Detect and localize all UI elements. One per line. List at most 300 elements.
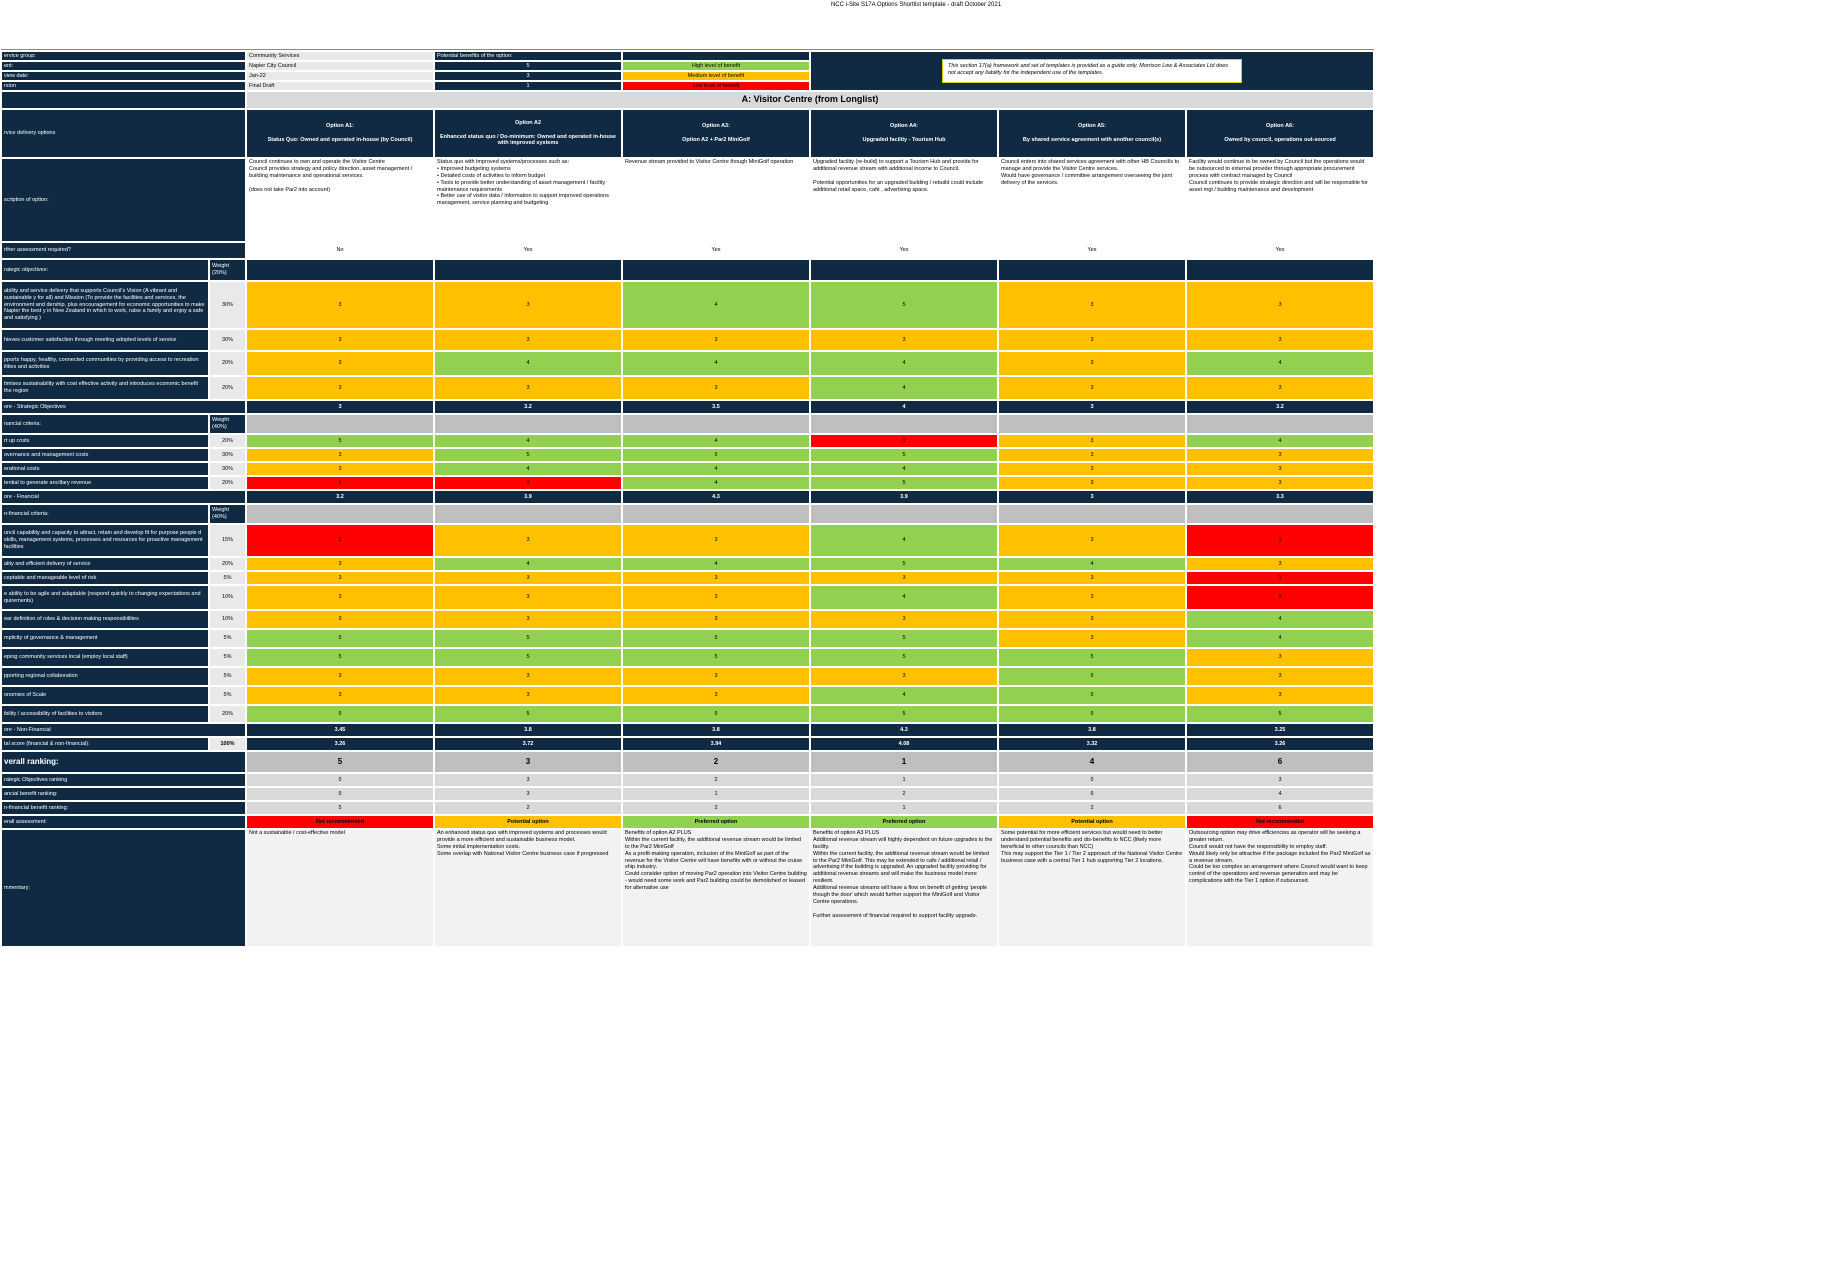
score-cell[interactable]: 3 [622,610,810,629]
score-cell[interactable]: 3 [622,376,810,400]
score-cell[interactable]: 5 [246,629,434,648]
criteria-label: ibility / accessibility of facilities to visitors [1,705,209,723]
score-cell[interactable]: 3 [810,329,998,351]
section-title-blank [1,91,246,109]
heading-blank [622,414,810,434]
score-cell[interactable]: 3 [246,686,434,705]
criteria-weight[interactable]: 5% [209,571,246,585]
score-cell[interactable]: 3 [810,667,998,686]
score-cell[interactable]: 3 [246,667,434,686]
score-cell[interactable]: 3 [246,281,434,329]
score-cell[interactable]: 5 [810,476,998,490]
version-label: rsion [1,81,246,91]
score-cell[interactable]: 3 [998,629,1186,648]
assessment-badge[interactable]: Not recommended [1186,815,1374,829]
score-cell[interactable]: 3 [998,376,1186,400]
nonfinancial-heading: n-financial criteria: [1,504,209,524]
financial-rank-value: 4 [1186,787,1374,801]
description-row [1,158,1374,242]
total-score-value: 3.94 [622,737,810,751]
criteria-label: ear definition of roles & decision making responsibilities [1,610,209,629]
disclaimer-cell [810,51,1374,91]
score-cell[interactable]: 5 [246,705,434,723]
criteria-weight[interactable]: 30% [209,281,246,329]
heading-blank [810,414,998,434]
score-cell[interactable]: 3 [1186,476,1374,490]
strategic-total-value: 3.5 [622,400,810,414]
score-cell[interactable]: 4 [434,351,622,376]
score-cell[interactable]: 3 [434,667,622,686]
financial-rank-value: 3 [434,787,622,801]
score-cell[interactable]: 3 [434,376,622,400]
score-cell[interactable]: 3 [434,571,622,585]
criteria-weight[interactable]: 10% [209,610,246,629]
score-cell[interactable]: 4 [810,524,998,557]
total-score-value: 3.26 [246,737,434,751]
score-cell[interactable]: 4 [622,281,810,329]
score-cell[interactable]: 4 [810,585,998,610]
legend-swatch: Medium level of benefit [622,71,810,81]
criteria-weight[interactable]: 30% [209,329,246,351]
further-assessment-value[interactable]: No [246,242,434,259]
strategic-total-value: 3.2 [434,400,622,414]
version-value[interactable]: Final Draft [246,81,434,91]
criteria-label: hieves customer satisfaction through meeting adopted levels of service [1,329,209,351]
criteria-label: ceptable and manageable level of risk [1,571,209,585]
criteria-row [1,686,1374,705]
total-weight: 100% [209,737,246,751]
legend-swatch: High level of benefit [622,61,810,71]
financial-rank-value: 5 [246,787,434,801]
score-cell[interactable]: 4 [810,376,998,400]
weight-heading: Weight (40%) [209,414,246,434]
financial-total-value: 3.3 [1186,490,1374,504]
criteria-row [1,376,1374,400]
strategic-heading: rategic objectives: [1,259,209,281]
score-cell[interactable]: 5 [998,705,1186,723]
score-cell[interactable]: 3 [810,571,998,585]
overall-assessment-label: erall assessment: [1,815,246,829]
criteria-weight[interactable]: 5% [209,667,246,686]
option-description[interactable]: Upgraded facility (re-build) to support a Tourism Hub and provide for additional revenue stream with additional income to Council. Potential opportunities for an upgraded building / rebuild could include additional retail space, café , advertising space. [810,158,998,242]
option-description[interactable]: Facility would continue to be owned by Council but the operations would be outsourced to external provider through appropriate procurement process with contract managed by Council Council continues to provide strategic direction and will be responsible for asset mgt / building maintenance and development [1186,158,1374,242]
section-title-row [1,91,1374,109]
options-shortlist-sheet [0,49,1375,948]
score-cell[interactable]: 5 [622,705,810,723]
criteria-weight[interactable]: 10% [209,585,246,610]
nonfinancial-total [1,723,1374,737]
score-cell[interactable]: 3 [622,667,810,686]
score-cell[interactable]: 5 [810,281,998,329]
option-description[interactable]: Council enters into shared services agreement with other HB Council/s to manage and provide the Visitor Centre services. Would have governance / committee arrangement overseeing the joint delivery of the services. [998,158,1186,242]
score-cell[interactable]: 5 [622,629,810,648]
section-title: A: Visitor Centre (from Longlist) [246,91,1374,109]
criteria-row [1,648,1374,667]
nonfinancial-total-value: 4.3 [810,723,998,737]
criteria-row [1,476,1374,490]
service-group-label: ervice group: [1,51,246,61]
score-cell[interactable]: 3 [246,462,434,476]
criteria-row [1,610,1374,629]
strategic-total-value: 3 [998,400,1186,414]
score-cell[interactable]: 1 [1186,585,1374,610]
strategic-total-value: 3.2 [1186,400,1374,414]
strategic-total-label: ore - Strategic Objectives [1,400,246,414]
score-cell[interactable]: 3 [1186,667,1374,686]
assessment-badge[interactable]: Not recommended [246,815,434,829]
assessment-badge[interactable]: Potential option [998,815,1186,829]
total-score-row [1,737,1374,751]
criteria-row [1,667,1374,686]
further-assessment-value[interactable]: Yes [622,242,810,259]
strategic-rank-value: 2 [622,773,810,787]
strategic-total [1,400,1374,414]
strategic-rank-label: rategic Objectives ranking [1,773,246,787]
score-cell[interactable]: 4 [810,351,998,376]
criteria-label: timises sustainability with cost effective activity and introduces economic benefit the region [1,376,209,400]
score-cell[interactable]: 5 [810,705,998,723]
score-cell[interactable]: 5 [998,648,1186,667]
option-header: Option A6: Owned by council, operations out-sourced [1186,109,1374,158]
criteria-label: pporting regional collaboration [1,667,209,686]
criteria-weight[interactable]: 30% [209,462,246,476]
score-cell[interactable]: 4 [622,434,810,448]
option-commentary[interactable]: Benefits of option A2 PLUS Within the current facility, the additional revenue stream would be limited to the Par2 MiniGolf As a profit-making operation, inclusion of the MiniGolf as part of the revenue for the Visitor Centre will have benefits with or without the cruise ship industry. Could consider option of moving Par2 operation into Visitor Centre building - would need some work and Par2 building could be demolished or leased for alternative use [622,829,810,947]
weight-heading: Weight (40%) [209,504,246,524]
score-cell[interactable]: 3 [246,585,434,610]
score-cell[interactable]: 3 [622,524,810,557]
criteria-weight[interactable]: 15% [209,524,246,557]
criteria-row [1,557,1374,571]
criteria-label: uncil capability and capacity to attract, retain and develop fit for purpose people d skills, management systems, processes and resources for proactive management facilities [1,524,209,557]
benefits-label: Potential benefits of the option: [434,51,622,61]
criteria-label: rt up costs [1,434,209,448]
score-cell[interactable]: 5 [246,648,434,667]
further-assessment-value[interactable]: Yes [998,242,1186,259]
score-cell[interactable]: 3 [622,686,810,705]
score-cell[interactable]: 5 [810,629,998,648]
option-commentary[interactable]: An enhanced status quo with improved systems and processes would provide a more efficient and sustainable business model. Some initial implementation costs. Some overlap with National Visitor Centre business case if progressed [434,829,622,947]
score-cell[interactable]: 3 [246,329,434,351]
score-cell[interactable]: 4 [1186,434,1374,448]
overall-rank-value: 6 [1186,751,1374,773]
score-cell[interactable]: 3 [1186,648,1374,667]
score-cell[interactable]: 3 [246,351,434,376]
assessment-badge[interactable]: Potential option [434,815,622,829]
option-commentary[interactable]: Not a sustainable / cost-effective model [246,829,434,947]
score-cell[interactable]: 3 [434,524,622,557]
criteria-weight[interactable]: 20% [209,557,246,571]
option-commentary[interactable]: Some potential for more efficient services but would need to better understand potential benefits and dis-benefits to NCC (likely more beneficial to other councils than NCC) This may support the Tier 1 / Tier 2 approach of the National Visitor Centre business case with a central Tier 1 hub supporting Tier 2 locations. [998,829,1186,947]
legend-blank [622,51,810,61]
score-cell[interactable]: 5 [246,434,434,448]
score-cell[interactable]: 4 [1186,629,1374,648]
assessment-badge[interactable]: Preferred option [622,815,810,829]
score-cell[interactable]: 3 [998,585,1186,610]
strategic-weight-heading: Weight (20%) [209,259,246,281]
score-cell[interactable]: 4 [1186,610,1374,629]
score-cell[interactable]: 1 [246,476,434,490]
client-label: ent: [1,61,246,71]
heading-blank [810,504,998,524]
financial-total-value: 3.2 [246,490,434,504]
further-assessment-value[interactable]: Yes [1186,242,1374,259]
criteria-row [1,585,1374,610]
score-cell[interactable]: 4 [998,557,1186,571]
score-cell[interactable]: 3 [434,585,622,610]
score-cell[interactable]: 3 [434,329,622,351]
score-cell[interactable]: 3 [622,329,810,351]
strategic-total-value: 3 [246,400,434,414]
nonfinancial-heading [1,504,1374,524]
score-cell[interactable]: 3 [1186,462,1374,476]
further-assessment-value[interactable]: Yes [434,242,622,259]
assessment-badge[interactable]: Preferred option [810,815,998,829]
score-cell[interactable]: 4 [622,351,810,376]
financial-total [1,490,1374,504]
score-cell[interactable]: 4 [622,557,810,571]
criteria-label: ability and service delivery that supports Council's Vision (A vibrant and sustainable y for all) and Mission (To provide the facilities and services, the environment and dership, plus encouragement for economic opportunities to make Napier the best y in New Zealand in which to work, raise a family and enjoy a safe and satisfying ) [1,281,209,329]
option-commentary[interactable]: Benefits of option A3 PLUS Additional revenue stream will highly dependent on future upgrades to the facility. Within the current facility, the additional revenue stream would be limited to the Par2 MiniGolf. This may be extended to cafe / additional retail / advertising if the building is upgraded. An upgraded facility providing for additional revenue streams and will make the business model more resilient. Additional revenue streams will have a flow on benefit of getting 'people though the door' which would further support the MiniGolf and Visitor Centre operations. Further assessment of financial required to support facility upgrade. [810,829,998,947]
score-cell[interactable]: 1 [434,476,622,490]
description-label: scription of option: [1,158,246,242]
overall-ranking-row [1,751,1374,773]
review-date-value[interactable]: Jan-22 [246,71,434,81]
score-cell[interactable]: 3 [1186,281,1374,329]
criteria-label: pports happy, healthy, connected communities by providing access to recreation ilities and activities [1,351,209,376]
options-header-row [1,109,1374,158]
score-cell[interactable]: 3 [434,686,622,705]
score-cell[interactable]: 3 [622,585,810,610]
heading-blank [246,414,434,434]
heading-blank [434,504,622,524]
score-cell[interactable]: 3 [998,610,1186,629]
financial-rank-label: ancial benefit ranking: [1,787,246,801]
strategic-rank-value: 1 [810,773,998,787]
score-cell[interactable]: 1 [1186,524,1374,557]
nonfinancial-rank-value: 2 [434,801,622,815]
criteria-weight[interactable]: 5% [209,629,246,648]
option-header: Option A5: By shared service agreement with another council(s) [998,109,1186,158]
nonfinancial-total-value: 3.25 [1186,723,1374,737]
criteria-label: overnance and management costs [1,448,209,462]
nonfinancial-total-label: ore - Non-Financial [1,723,246,737]
option-commentary[interactable]: Outsourcing option may drive efficiencies as operator will be seeking a greater return. Council would not have the responsibility to employ staff. Would likely only be attractive if the package included the Par2 MiniGolf as a revenue stream. Could be too complex an arrangement where Council would want to keep control of the operations and revenue generation and may be complications with the Tier 1 option if outsourced. [1186,829,1374,947]
criteria-weight[interactable]: 5% [209,686,246,705]
criteria-weight[interactable]: 20% [209,351,246,376]
nonfinancial-rank-value: 2 [622,801,810,815]
criteria-weight[interactable]: 20% [209,476,246,490]
score-cell[interactable]: 5 [810,557,998,571]
criteria-label: onomies of Scale [1,686,209,705]
nonfinancial-total-value: 3.45 [246,723,434,737]
financial-total-value: 4.3 [622,490,810,504]
client-value[interactable]: Napier City Council [246,61,434,71]
score-cell[interactable]: 3 [998,524,1186,557]
score-cell[interactable]: 5 [1186,705,1374,723]
criteria-row [1,281,1374,329]
strategic-rank-value: 5 [998,773,1186,787]
criteria-row [1,571,1374,585]
strategic-rank-value: 3 [1186,773,1374,787]
score-cell[interactable]: 4 [434,557,622,571]
option-header: Option A4: Upgraded facility - Tourism Hub [810,109,998,158]
score-cell[interactable]: 3 [434,281,622,329]
document-title: NCC i-Site S17A Options Shortlist template - draft October 2021 [830,2,1002,8]
nonfinancial-rank-row [1,801,1374,815]
score-cell[interactable]: 4 [1186,351,1374,376]
total-score-label: tal score (financial & non-financial): [1,737,209,751]
criteria-label: eping community services local (employ local staff) [1,648,209,667]
score-cell[interactable]: 3 [998,434,1186,448]
score-cell[interactable]: 3 [246,610,434,629]
score-cell[interactable]: 3 [246,448,434,462]
score-cell[interactable]: 3 [1186,686,1374,705]
score-cell[interactable]: 4 [434,434,622,448]
total-score-value: 3.72 [434,737,622,751]
nonfinancial-total-value: 3.8 [434,723,622,737]
option-description[interactable]: Revenue stream provided to Visitor Centre though MiniGolf operation [622,158,810,242]
score-cell[interactable]: 1 [1186,571,1374,585]
financial-total-value: 3.9 [434,490,622,504]
financial-total-value: 3 [998,490,1186,504]
score-cell[interactable]: 3 [622,571,810,585]
option-header: Option A2 Enhanced status quo / Do-minimum: Owned and operated in-house with improved systems [434,109,622,158]
legend-swatch: Low level of benefit [622,81,810,91]
strategic-rank-value: 5 [246,773,434,787]
service-group-value[interactable]: Community Services [246,51,434,61]
strategic-rank-row [1,773,1374,787]
review-date-label: view date: [1,71,246,81]
disclaimer-note: This section 17(a) framework and set of templates is provided as a guide only. Morrison Low & Associates Ltd does not accept any liability for the independent use of the templates. [942,59,1242,83]
financial-rank-value: 6 [998,787,1186,801]
score-cell[interactable]: 3 [998,448,1186,462]
option-description[interactable]: Council continues to own and operate the Visitor Centre Council provides strategy and policy direction, asset management / building maintenance and operational services. (does not take Par2 into account) [246,158,434,242]
score-cell[interactable]: 3 [998,329,1186,351]
financial-total-value: 3.9 [810,490,998,504]
financial-rank-value: 2 [810,787,998,801]
criteria-row [1,705,1374,723]
delivery-options-label: rvice delivery options [1,109,246,158]
further-assessment-value[interactable]: Yes [810,242,998,259]
score-cell[interactable]: 4 [810,686,998,705]
nonfinancial-rank-value: 6 [1186,801,1374,815]
criteria-row [1,524,1374,557]
score-cell[interactable]: 4 [622,476,810,490]
score-cell[interactable]: 3 [1186,376,1374,400]
financial-rank-row [1,787,1374,801]
financial-rank-value: 1 [622,787,810,801]
option-description[interactable]: Status quo with improved systems/processes such as: • Improved budgeting systems • Detailed costs of activities to inform budget • Tools to provide better understanding of asset management / facility maintenance requirements • Better use of visitor data / information to support improved operations management, service planning and budgeting [434,158,622,242]
score-cell[interactable]: 5 [810,648,998,667]
financial-total-label: ore - Financial [1,490,246,504]
score-cell[interactable]: 3 [998,351,1186,376]
score-cell[interactable]: 5 [434,705,622,723]
financial-heading [1,414,1374,434]
overall-rank-value: 3 [434,751,622,773]
option-header: Option A3: Option A2 + Par2 MiniGolf [622,109,810,158]
score-cell[interactable]: 5 [622,448,810,462]
total-score-value: 3.32 [998,737,1186,751]
heading-blank [998,414,1186,434]
overall-assessment-row [1,815,1374,829]
score-cell[interactable]: 1 [246,524,434,557]
further-assessment-label: rther assessment required? [1,242,246,259]
total-score-value: 4.08 [810,737,998,751]
criteria-row [1,351,1374,376]
total-score-value: 3.26 [1186,737,1374,751]
heading-blank [434,414,622,434]
score-cell[interactable]: 3 [434,610,622,629]
score-cell[interactable]: 3 [246,557,434,571]
criteria-row [1,462,1374,476]
score-cell[interactable]: 5 [998,667,1186,686]
score-cell[interactable]: 5 [810,448,998,462]
overall-rank-value: 2 [622,751,810,773]
legend-score: 3 [434,71,622,81]
score-cell[interactable]: 3 [1186,329,1374,351]
heading-blank [1186,504,1374,524]
overall-ranking-label: verall ranking: [1,751,246,773]
strategic-rank-value: 3 [434,773,622,787]
criteria-weight[interactable]: 30% [209,448,246,462]
service-group-row [1,51,1374,61]
score-cell[interactable]: 3 [246,571,434,585]
criteria-row [1,448,1374,462]
criteria-weight[interactable]: 20% [209,434,246,448]
heading-blank [246,504,434,524]
score-cell[interactable]: 5 [434,629,622,648]
criteria-weight[interactable]: 20% [209,705,246,723]
score-cell[interactable]: 5 [998,686,1186,705]
score-cell[interactable]: 4 [622,462,810,476]
score-cell[interactable]: 5 [622,648,810,667]
score-cell[interactable]: 3 [998,462,1186,476]
nonfinancial-rank-value: 2 [998,801,1186,815]
score-cell[interactable]: 5 [434,448,622,462]
score-cell[interactable]: 4 [810,462,998,476]
score-cell[interactable]: 3 [1186,557,1374,571]
criteria-label: tential to generate ancillary revenue [1,476,209,490]
score-cell[interactable]: 3 [1186,448,1374,462]
score-cell[interactable]: 4 [434,462,622,476]
criteria-weight[interactable]: 5% [209,648,246,667]
commentary-label: mmentary: [1,829,246,947]
criteria-label: e ability to be agile and adaptable (respond quickly to changing expectations and quirements) [1,585,209,610]
nonfinancial-total-value: 3.8 [998,723,1186,737]
heading-blank [1186,414,1374,434]
overall-rank-value: 1 [810,751,998,773]
criteria-label: erational costs [1,462,209,476]
heading-blank [998,504,1186,524]
score-cell[interactable]: 1 [810,434,998,448]
score-cell[interactable]: 3 [998,571,1186,585]
score-cell[interactable]: 3 [246,376,434,400]
nonfinancial-rank-value: 5 [246,801,434,815]
score-cell[interactable]: 3 [998,281,1186,329]
legend-score: 1 [434,81,622,91]
score-cell[interactable]: 3 [998,476,1186,490]
nonfinancial-rank-value: 1 [810,801,998,815]
overall-rank-value: 4 [998,751,1186,773]
strategic-total-value: 4 [810,400,998,414]
criteria-weight[interactable]: 20% [209,376,246,400]
nonfinancial-total-value: 3.8 [622,723,810,737]
score-cell[interactable]: 3 [810,610,998,629]
financial-heading: nancial criteria: [1,414,209,434]
commentary-row [1,829,1374,947]
score-cell[interactable]: 5 [434,648,622,667]
